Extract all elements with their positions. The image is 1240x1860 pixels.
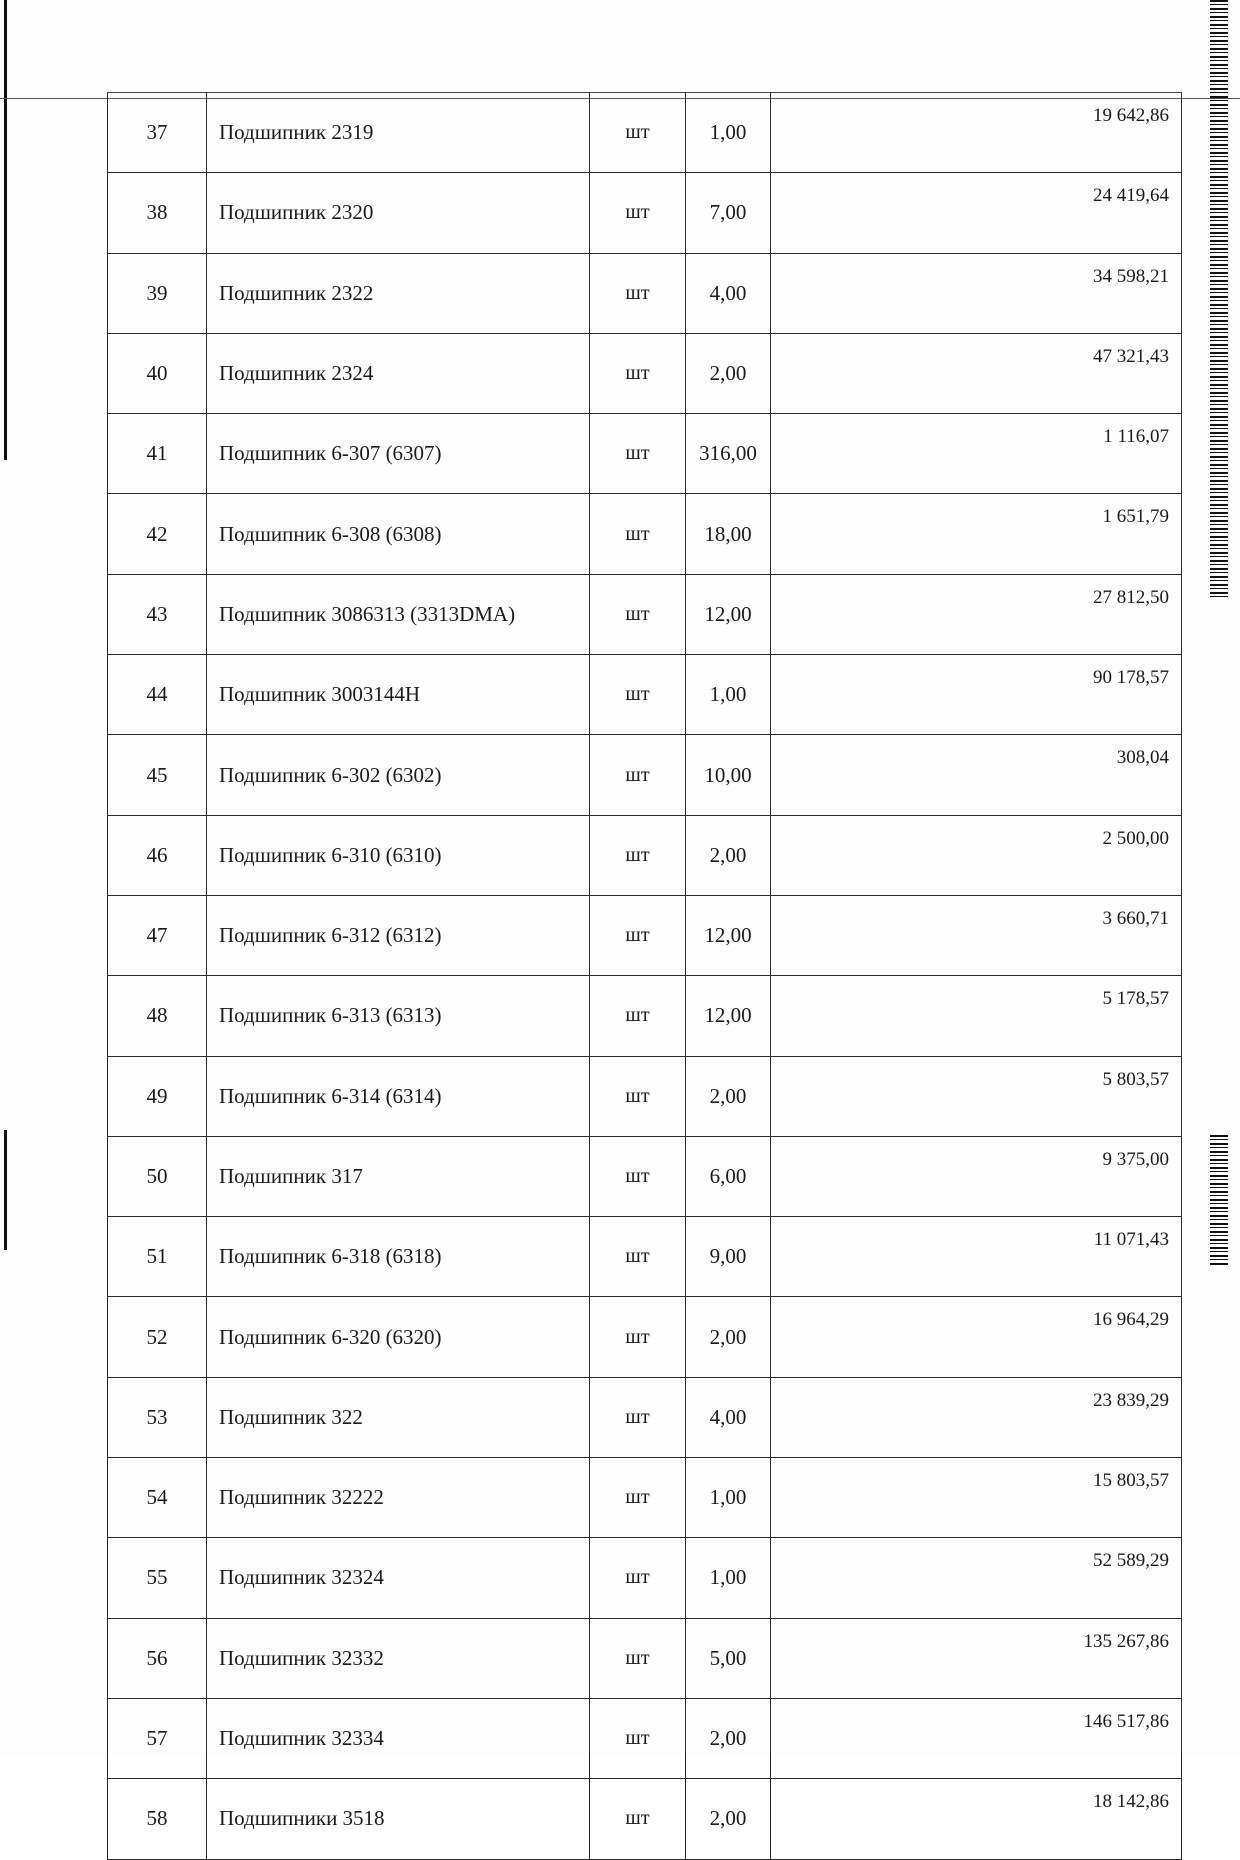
item-name-cell: Подшипник 6-302 (6302) bbox=[207, 735, 590, 815]
quantity-cell: 12,00 bbox=[686, 895, 771, 975]
amount-cell: 1 116,07 bbox=[771, 414, 1182, 494]
row-number-cell: 55 bbox=[108, 1538, 207, 1618]
items-table-container bbox=[107, 92, 1182, 1860]
table-row bbox=[108, 1056, 1182, 1136]
table-row bbox=[108, 1377, 1182, 1457]
row-number-cell: 42 bbox=[108, 494, 207, 574]
amount-cell: 146 517,86 bbox=[771, 1698, 1182, 1778]
item-name-cell: Подшипник 6-312 (6312) bbox=[207, 895, 590, 975]
unit-cell: шт bbox=[590, 574, 686, 654]
quantity-cell: 4,00 bbox=[686, 1377, 771, 1457]
quantity-cell: 2,00 bbox=[686, 1779, 771, 1859]
table-row bbox=[108, 1779, 1182, 1859]
quantity-cell: 6,00 bbox=[686, 1136, 771, 1216]
row-number-cell: 56 bbox=[108, 1618, 207, 1698]
unit-cell: шт bbox=[590, 735, 686, 815]
quantity-cell: 12,00 bbox=[686, 574, 771, 654]
unit-cell: шт bbox=[590, 1377, 686, 1457]
unit-cell: шт bbox=[590, 1698, 686, 1778]
item-name-cell: Подшипник 2319 bbox=[207, 93, 590, 173]
row-number-cell: 38 bbox=[108, 173, 207, 253]
quantity-cell: 1,00 bbox=[686, 1538, 771, 1618]
amount-cell: 11 071,43 bbox=[771, 1217, 1182, 1297]
table-row bbox=[108, 1136, 1182, 1216]
quantity-cell: 12,00 bbox=[686, 976, 771, 1056]
row-number-cell: 48 bbox=[108, 976, 207, 1056]
unit-cell: шт bbox=[590, 414, 686, 494]
table-row bbox=[108, 93, 1182, 173]
item-name-cell: Подшипник 6-320 (6320) bbox=[207, 1297, 590, 1377]
row-number-cell: 43 bbox=[108, 574, 207, 654]
unit-cell: шт bbox=[590, 1458, 686, 1538]
item-name-cell: Подшипник 2324 bbox=[207, 333, 590, 413]
table-row bbox=[108, 815, 1182, 895]
unit-cell: шт bbox=[590, 1297, 686, 1377]
item-name-cell: Подшипник 32324 bbox=[207, 1538, 590, 1618]
item-name-cell: Подшипник 6-308 (6308) bbox=[207, 494, 590, 574]
table-row bbox=[108, 655, 1182, 735]
table-row bbox=[108, 1458, 1182, 1538]
table-row bbox=[108, 173, 1182, 253]
quantity-cell: 10,00 bbox=[686, 735, 771, 815]
item-name-cell: Подшипники 3518 bbox=[207, 1779, 590, 1859]
item-name-cell: Подшипник 317 bbox=[207, 1136, 590, 1216]
table-row bbox=[108, 1618, 1182, 1698]
items-table bbox=[107, 92, 1182, 1860]
amount-cell: 15 803,57 bbox=[771, 1458, 1182, 1538]
amount-cell: 23 839,29 bbox=[771, 1377, 1182, 1457]
scan-barcode-artifact bbox=[1210, 1135, 1228, 1265]
quantity-cell: 2,00 bbox=[686, 333, 771, 413]
row-number-cell: 58 bbox=[108, 1779, 207, 1859]
row-number-cell: 46 bbox=[108, 815, 207, 895]
quantity-cell: 2,00 bbox=[686, 1297, 771, 1377]
item-name-cell: Подшипник 322 bbox=[207, 1377, 590, 1457]
table-row bbox=[108, 1297, 1182, 1377]
unit-cell: шт bbox=[590, 1618, 686, 1698]
unit-cell: шт bbox=[590, 253, 686, 333]
quantity-cell: 1,00 bbox=[686, 655, 771, 735]
scan-edge-artifact bbox=[4, 1130, 7, 1250]
item-name-cell: Подшипник 6-314 (6314) bbox=[207, 1056, 590, 1136]
row-number-cell: 37 bbox=[108, 93, 207, 173]
quantity-cell: 2,00 bbox=[686, 1698, 771, 1778]
unit-cell: шт bbox=[590, 976, 686, 1056]
quantity-cell: 5,00 bbox=[686, 1618, 771, 1698]
row-number-cell: 49 bbox=[108, 1056, 207, 1136]
amount-cell: 34 598,21 bbox=[771, 253, 1182, 333]
amount-cell: 308,04 bbox=[771, 735, 1182, 815]
row-number-cell: 41 bbox=[108, 414, 207, 494]
row-number-cell: 47 bbox=[108, 895, 207, 975]
items-table-body bbox=[108, 93, 1182, 1860]
amount-cell: 19 642,86 bbox=[771, 93, 1182, 173]
quantity-cell: 316,00 bbox=[686, 414, 771, 494]
item-name-cell: Подшипник 32334 bbox=[207, 1698, 590, 1778]
quantity-cell: 2,00 bbox=[686, 1056, 771, 1136]
row-number-cell: 53 bbox=[108, 1377, 207, 1457]
row-number-cell: 44 bbox=[108, 655, 207, 735]
amount-cell: 27 812,50 bbox=[771, 574, 1182, 654]
row-number-cell: 54 bbox=[108, 1458, 207, 1538]
scan-barcode-artifact bbox=[1210, 0, 1228, 600]
item-name-cell: Подшипник 32332 bbox=[207, 1618, 590, 1698]
quantity-cell: 9,00 bbox=[686, 1217, 771, 1297]
unit-cell: шт bbox=[590, 1136, 686, 1216]
quantity-cell: 1,00 bbox=[686, 93, 771, 173]
item-name-cell: Подшипник 6-318 (6318) bbox=[207, 1217, 590, 1297]
amount-cell: 1 651,79 bbox=[771, 494, 1182, 574]
unit-cell: шт bbox=[590, 895, 686, 975]
amount-cell: 135 267,86 bbox=[771, 1618, 1182, 1698]
quantity-cell: 7,00 bbox=[686, 173, 771, 253]
amount-cell: 47 321,43 bbox=[771, 333, 1182, 413]
table-row bbox=[108, 735, 1182, 815]
scan-edge-artifact bbox=[4, 0, 7, 460]
amount-cell: 5 178,57 bbox=[771, 976, 1182, 1056]
row-number-cell: 51 bbox=[108, 1217, 207, 1297]
amount-cell: 5 803,57 bbox=[771, 1056, 1182, 1136]
item-name-cell: Подшипник 6-310 (6310) bbox=[207, 815, 590, 895]
row-number-cell: 52 bbox=[108, 1297, 207, 1377]
item-name-cell: Подшипник 3003144Н bbox=[207, 655, 590, 735]
unit-cell: шт bbox=[590, 655, 686, 735]
item-name-cell: Подшипник 3086313 (3313DMA) bbox=[207, 574, 590, 654]
unit-cell: шт bbox=[590, 494, 686, 574]
amount-cell: 16 964,29 bbox=[771, 1297, 1182, 1377]
table-row bbox=[108, 1538, 1182, 1618]
table-row bbox=[108, 414, 1182, 494]
table-row bbox=[108, 333, 1182, 413]
table-row bbox=[108, 976, 1182, 1056]
quantity-cell: 1,00 bbox=[686, 1458, 771, 1538]
row-number-cell: 57 bbox=[108, 1698, 207, 1778]
item-name-cell: Подшипник 2320 bbox=[207, 173, 590, 253]
item-name-cell: Подшипник 6-313 (6313) bbox=[207, 976, 590, 1056]
row-number-cell: 45 bbox=[108, 735, 207, 815]
table-row bbox=[108, 494, 1182, 574]
unit-cell: шт bbox=[590, 333, 686, 413]
amount-cell: 18 142,86 bbox=[771, 1779, 1182, 1859]
table-row bbox=[108, 574, 1182, 654]
amount-cell: 52 589,29 bbox=[771, 1538, 1182, 1618]
table-row bbox=[108, 895, 1182, 975]
row-number-cell: 50 bbox=[108, 1136, 207, 1216]
unit-cell: шт bbox=[590, 1779, 686, 1859]
row-number-cell: 39 bbox=[108, 253, 207, 333]
amount-cell: 90 178,57 bbox=[771, 655, 1182, 735]
amount-cell: 9 375,00 bbox=[771, 1136, 1182, 1216]
quantity-cell: 18,00 bbox=[686, 494, 771, 574]
unit-cell: шт bbox=[590, 1538, 686, 1618]
item-name-cell: Подшипник 32222 bbox=[207, 1458, 590, 1538]
table-row bbox=[108, 253, 1182, 333]
quantity-cell: 4,00 bbox=[686, 253, 771, 333]
item-name-cell: Подшипник 6-307 (6307) bbox=[207, 414, 590, 494]
unit-cell: шт bbox=[590, 173, 686, 253]
amount-cell: 24 419,64 bbox=[771, 173, 1182, 253]
unit-cell: шт bbox=[590, 1217, 686, 1297]
amount-cell: 3 660,71 bbox=[771, 895, 1182, 975]
item-name-cell: Подшипник 2322 bbox=[207, 253, 590, 333]
unit-cell: шт bbox=[590, 815, 686, 895]
quantity-cell: 2,00 bbox=[686, 815, 771, 895]
row-number-cell: 40 bbox=[108, 333, 207, 413]
table-row bbox=[108, 1217, 1182, 1297]
unit-cell: шт bbox=[590, 93, 686, 173]
unit-cell: шт bbox=[590, 1056, 686, 1136]
amount-cell: 2 500,00 bbox=[771, 815, 1182, 895]
table-row bbox=[108, 1698, 1182, 1778]
